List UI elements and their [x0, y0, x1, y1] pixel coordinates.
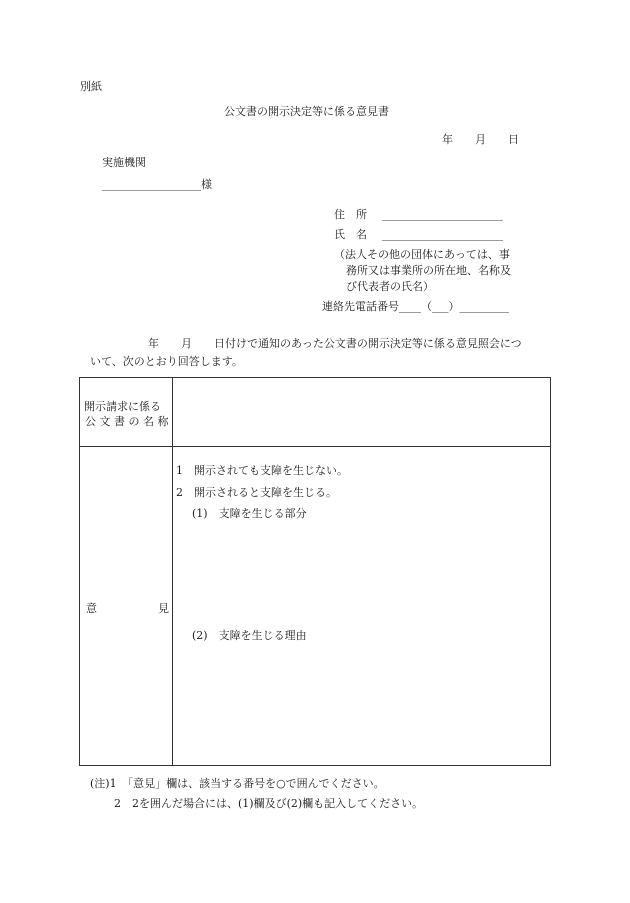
- address-line: ______________________: [382, 208, 503, 221]
- body-text-line: 年 月 日付けで通知のあった公文書の開示決定等に係る意見照会につ: [148, 337, 522, 350]
- attachment-label: 別紙: [80, 80, 102, 93]
- footnote: (注)1 「意見」欄は、該当する番号を○で囲んでください。: [90, 777, 385, 790]
- opinion-label: 見: [158, 602, 169, 615]
- sender-name-line: ______________________: [382, 228, 503, 241]
- table-row-divider: [80, 446, 550, 447]
- opinion-option: 1 開示されても支障を生じない。: [176, 464, 348, 477]
- opinion-sub-item: (2) 支障を生じる理由: [192, 629, 307, 642]
- sender-note-line: 務所又は事業所の所在地、名称及: [346, 264, 511, 277]
- document-name-label: 公 文 書 の 名 称: [85, 415, 169, 428]
- sender-note-line: び代表者の氏名）: [346, 280, 434, 293]
- opinion-table: [79, 377, 551, 766]
- opinion-option: 2 開示されると支障を生じる。: [176, 486, 337, 499]
- footnote: 2 2を囲んだ場合には、(1)欄及び(2)欄も記入してください。: [114, 797, 424, 810]
- opinion-label: 意: [86, 602, 97, 615]
- sender-name-label: 氏 名: [334, 228, 367, 241]
- document-name-label: 開示請求に係る: [84, 400, 161, 413]
- date-line: 年 月 日: [442, 133, 519, 146]
- addressee-name-line: __________________様: [102, 178, 212, 191]
- document-title: 公文書の開示決定等に係る意見書: [224, 105, 389, 118]
- sender-note-line: （法人その他の団体にあっては、事: [334, 248, 510, 261]
- phone-line: 連絡先電話番号____（___）_________: [322, 300, 509, 313]
- agency-label: 実施機関: [102, 156, 146, 169]
- body-text-line: いて、次のとおり回答します。: [90, 355, 243, 368]
- address-label: 住 所: [334, 208, 367, 221]
- table-column-divider: [172, 378, 173, 765]
- opinion-sub-item: (1) 支障を生じる部分: [192, 507, 307, 520]
